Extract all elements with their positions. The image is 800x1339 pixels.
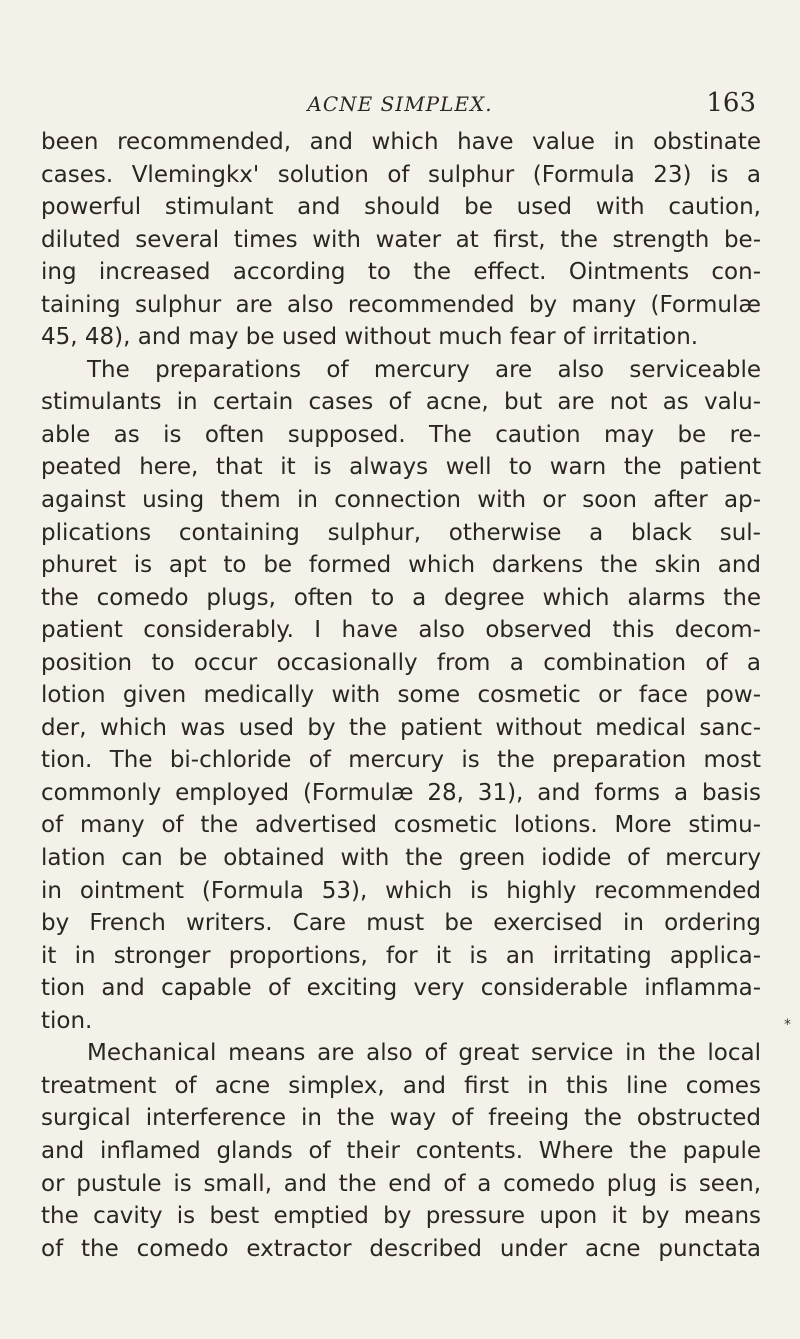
text-line: or pustule is small, and the end of a comedo plug is seen,	[41, 1170, 761, 1197]
text-line: in ointment (Formula 53), which is highly recommended	[41, 877, 761, 904]
text-line: diluted several times with water at first, the strength be-	[41, 226, 761, 253]
text-line: 45, 48), and may be used without much fear of irritation.	[41, 324, 699, 351]
text-line: plications containing sulphur, otherwise a black sul-	[41, 519, 761, 546]
text-line: of many of the advertised cosmetic lotions. More stimu-	[41, 812, 761, 839]
text-line: phuret is apt to be formed which darkens the skin and	[41, 552, 761, 579]
text-line: lation can be obtained with the green iodide of mercury	[41, 845, 761, 872]
text-line: ing increased according to the effect. Ointments con-	[41, 259, 761, 286]
text-line: surgical interference in the way of freeing the obstructed	[41, 1105, 761, 1132]
text-line: der, which was used by the patient without medical sanc-	[41, 714, 761, 741]
text-line: Mechanical means are also of great service in the local	[87, 1040, 761, 1067]
text-line: been recommended, and which have value in obstinate	[41, 129, 761, 155]
text-line: tion. The bi-chloride of mercury is the preparation most	[41, 747, 761, 774]
text-line: and inflamed glands of their contents. Where the papule	[41, 1137, 761, 1164]
running-title: ACNE SIMPLEX.	[307, 92, 493, 116]
text-line: position to occur occasionally from a combination of a	[41, 649, 761, 676]
text-line: peated here, that it is always well to warn the patient	[41, 454, 761, 481]
text-line: stimulants in certain cases of acne, but are not as valu-	[41, 389, 761, 416]
page-number: 163	[706, 88, 756, 118]
text-line: it in stronger proportions, for it is an irritating applica-	[41, 942, 761, 969]
running-head	[40, 88, 760, 128]
text-line: patient considerably. I have also observed this decom-	[41, 617, 761, 644]
text-line: of the comedo extractor described under acne punctata	[41, 1235, 761, 1262]
text-line: The preparations of mercury are also serviceable	[87, 356, 761, 383]
text-line: commonly employed (Formulæ 28, 31), and forms a basis	[41, 779, 761, 806]
text-line: by French writers. Care must be exercised in ordering	[41, 910, 761, 937]
text-line: lotion given medically with some cosmetic or face pow-	[41, 682, 761, 709]
text-line: tion and capable of exciting very considerable inflamma-	[41, 975, 761, 1002]
text-line: taining sulphur are also recommended by many (Formulæ	[41, 291, 761, 318]
margin-mark: *	[784, 1017, 791, 1033]
text-line: against using them in connection with or soon after ap-	[41, 487, 761, 514]
text-line: powerful stimulant and should be used with caution,	[41, 194, 761, 221]
text-line: tion.	[41, 1007, 93, 1034]
body-text	[41, 126, 761, 1265]
text-line: the cavity is best emptied by pressure upon it by means	[41, 1203, 761, 1230]
text-line: able as is often supposed. The caution may be re-	[41, 421, 761, 448]
text-line: cases. Vlemingkx' solution of sulphur (Formula 23) is a	[41, 161, 761, 188]
text-line: the comedo plugs, often to a degree which alarms the	[41, 584, 761, 611]
text-line: treatment of acne simplex, and first in this line comes	[41, 1072, 761, 1099]
